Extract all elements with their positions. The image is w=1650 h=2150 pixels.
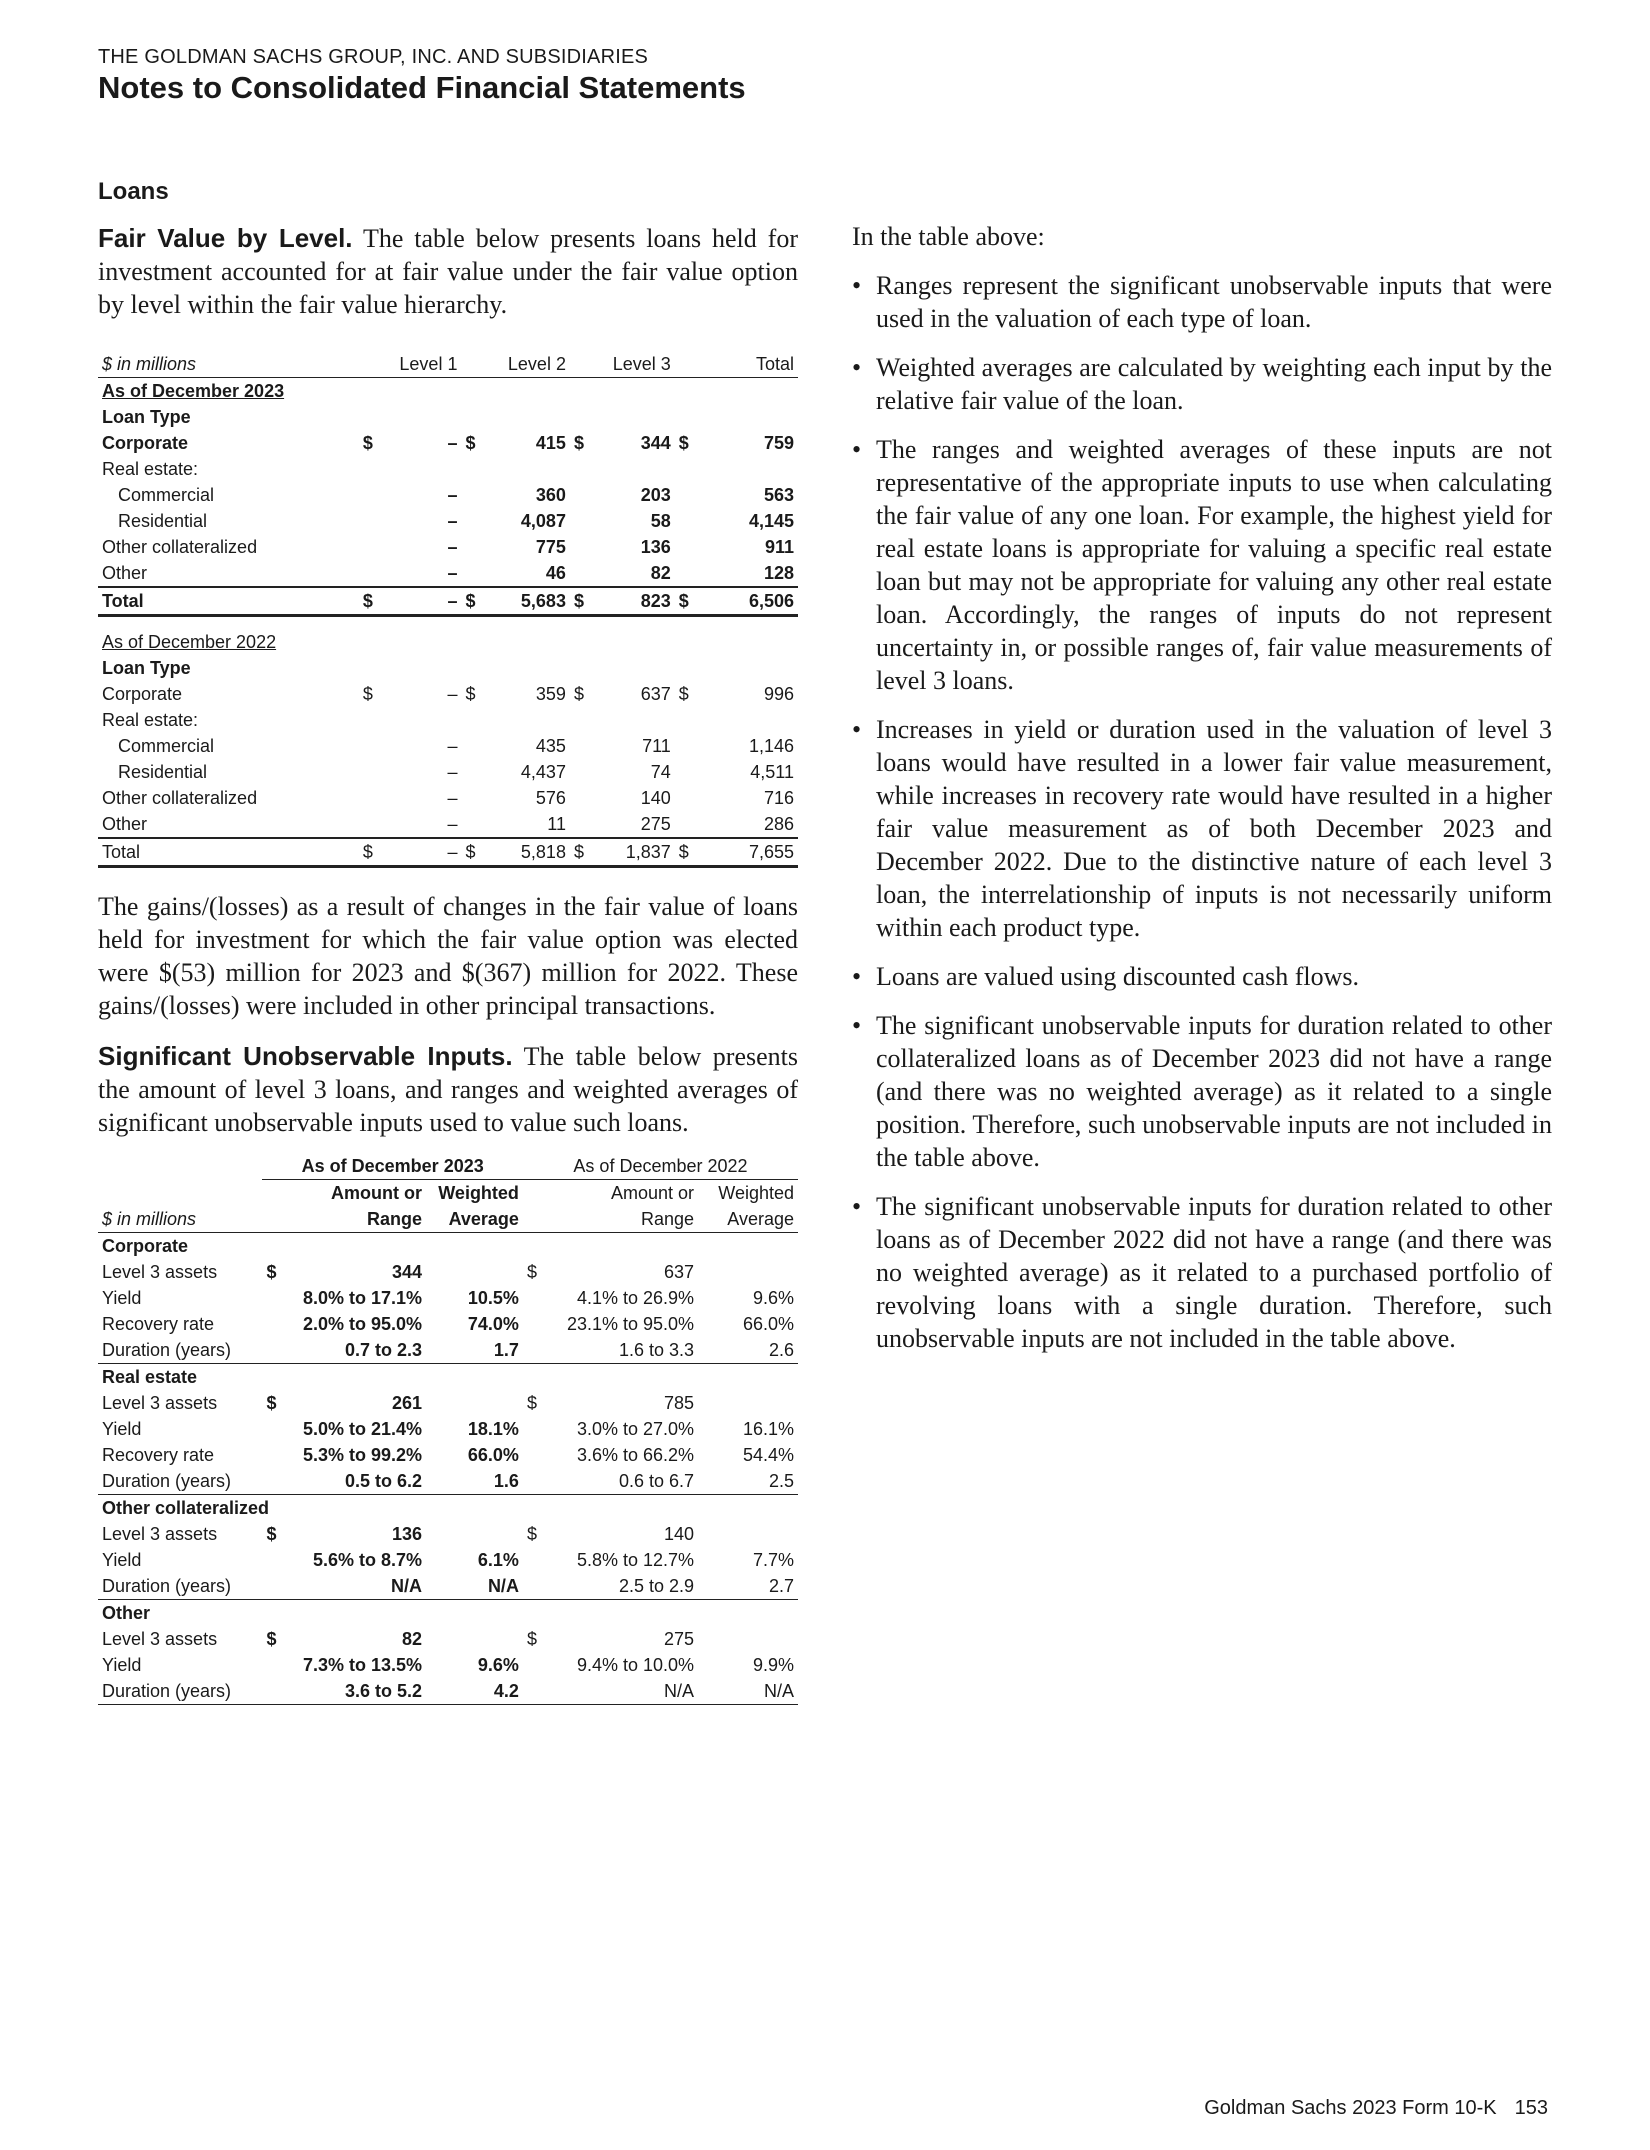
- cell-wavg-2022: 54.4%: [742, 1444, 794, 1465]
- cell-l2: 5,683: [490, 587, 570, 616]
- col-level3: Level 3: [570, 351, 675, 378]
- row-label: Duration (years): [98, 1468, 262, 1495]
- cell-l2: 576: [535, 787, 566, 808]
- cell-total: 759: [763, 432, 794, 453]
- bullet-text: Increases in yield or duration used in the valuation of level 3 loans would have resulted in a lower fair value measurement, while increases in recovery rate would have resulted in a higher fair value measurement as of both December 2023 and December 2022. Due to the distinctive nature of each level 3 loan, the interrelationship of inputs is not necessarily uniform within each product type.: [876, 715, 1552, 942]
- dollar-sign: $: [570, 838, 599, 867]
- table-row: [98, 1416, 798, 1442]
- dollar-sign: $: [675, 838, 704, 867]
- row-label: Other collateralized: [102, 787, 258, 808]
- cell-range-2023: 0.7 to 2.3: [291, 1337, 426, 1364]
- dollar-sign: $: [526, 1523, 537, 1544]
- list-item: [852, 713, 1552, 944]
- row-label: Level 3 assets: [102, 1261, 218, 1282]
- dollar-sign: $: [573, 683, 584, 704]
- bullet-text: The ranges and weighted averages of these inputs are not representative of the appropriate inputs to use when calculating the fair value of any one loan. For example, the highest yield for real estate loans is appropriate for valuing a specific real estate loan but may not be appropriate for valuing any other real estate loan. Accordingly, the ranges of inputs do not represent uncertainty in, or possible ranges of, fair value measurements of level 3 loans.: [876, 435, 1552, 695]
- level-table-header: [98, 351, 798, 378]
- dollar-sign: $: [465, 683, 476, 704]
- cell-wavg-2022: 9.9%: [752, 1654, 794, 1675]
- row-label: Other: [102, 562, 148, 583]
- cell-range-2022: 140: [664, 1523, 695, 1544]
- weighted-head-2: Average: [426, 1206, 523, 1233]
- cell-l3: 58: [650, 510, 671, 531]
- cell-l2: 415: [535, 432, 566, 453]
- real-estate-heading: Real estate: [102, 1366, 198, 1387]
- cell-range-2023: 82: [401, 1628, 423, 1649]
- cell-range-2023: 344: [391, 1261, 423, 1282]
- cell-wavg-2022: N/A: [698, 1678, 798, 1705]
- table-row: [98, 1311, 798, 1337]
- dollar-sign: $: [678, 432, 689, 453]
- dollar-sign: $: [678, 683, 689, 704]
- row-label: Level 3 assets: [102, 1628, 218, 1649]
- group-header-row: [98, 1153, 798, 1180]
- row-label: Residential: [118, 510, 208, 531]
- cell-range-2023: 5.0% to 21.4%: [302, 1418, 423, 1439]
- cell-range-2022: 3.6% to 66.2%: [576, 1444, 695, 1465]
- cell-range-2023: N/A: [291, 1573, 426, 1600]
- bullet-icon: •: [852, 1011, 862, 1040]
- other-heading: Other: [102, 1602, 151, 1623]
- amount-range-head-2-2022: Range: [552, 1206, 699, 1233]
- cell-l2: 11: [547, 813, 566, 834]
- dollar-sign: $: [266, 1392, 277, 1413]
- cell-l2: 435: [535, 735, 566, 756]
- dollar-sign: $: [675, 587, 704, 616]
- weighted-head-1-2022: Weighted: [718, 1182, 794, 1203]
- cell-range-2022: 4.1% to 26.9%: [576, 1287, 695, 1308]
- list-item: [852, 269, 1552, 335]
- cell-wavg-2022: 16.1%: [742, 1418, 794, 1439]
- cell-total: 716: [763, 787, 794, 808]
- table-row: [98, 1442, 798, 1468]
- bullet-icon: •: [852, 962, 862, 991]
- table-notes-list: [852, 269, 1552, 1355]
- cell-range-2022: 785: [664, 1392, 695, 1413]
- fv-by-level-paragraph: [98, 222, 798, 321]
- table-row: [98, 482, 798, 508]
- table-row: [98, 1678, 798, 1705]
- dollar-sign: $: [461, 838, 490, 867]
- bullet-icon: •: [852, 353, 862, 382]
- dollar-sign: $: [359, 587, 388, 616]
- cell-wavg-2023: 66.0%: [467, 1444, 519, 1465]
- cell-range-2023: 136: [391, 1523, 423, 1544]
- cell-wavg-2022: 2.5: [698, 1468, 798, 1495]
- cell-range-2023: 261: [391, 1392, 423, 1413]
- table-row: [98, 560, 798, 587]
- cell-wavg-2023: 9.6%: [477, 1654, 519, 1675]
- row-label: Duration (years): [98, 1678, 262, 1705]
- dollar-sign: $: [266, 1523, 277, 1544]
- amount-range-head-2: Range: [291, 1206, 426, 1233]
- row-label: Level 3 assets: [102, 1392, 218, 1413]
- cell-wavg-2023: 1.7: [426, 1337, 523, 1364]
- dollar-sign: $: [266, 1628, 277, 1649]
- other-collateralized-heading: Other collateralized: [102, 1497, 270, 1518]
- loan-type-heading: Loan Type: [102, 406, 191, 427]
- dollar-sign: $: [526, 1392, 537, 1413]
- cell-l2: 360: [535, 484, 566, 505]
- table-row: [98, 1626, 798, 1652]
- cell-total: 128: [763, 562, 794, 583]
- bullet-icon: •: [852, 435, 862, 464]
- list-item: [852, 1009, 1552, 1174]
- cell-range-2022: 1.6 to 3.3: [552, 1337, 699, 1364]
- cell-l3: 344: [640, 432, 671, 453]
- as-of-2023-heading: As of December 2023: [102, 380, 285, 401]
- cell-range-2023: 5.6% to 8.7%: [312, 1549, 423, 1570]
- unobservable-inputs-table: [98, 1153, 798, 1705]
- unit-label: $ in millions: [98, 1206, 262, 1233]
- row-label: Recovery rate: [102, 1313, 215, 1334]
- cell-total: 911: [764, 536, 794, 557]
- table-row: [98, 508, 798, 534]
- dollar-sign: $: [461, 587, 490, 616]
- cell-l2: 5,818: [490, 838, 570, 867]
- col-level2: Level 2: [461, 351, 570, 378]
- cell-range-2023: 0.5 to 6.2: [291, 1468, 426, 1495]
- cell-l2: 775: [535, 536, 566, 557]
- table-row: [98, 430, 798, 456]
- row-label: Other: [102, 813, 148, 834]
- dollar-sign: $: [526, 1628, 537, 1649]
- cell-l3: 823: [599, 587, 675, 616]
- bullet-icon: •: [852, 715, 862, 744]
- footer-label: Goldman Sachs 2023 Form 10-K: [1204, 2097, 1497, 2119]
- table-row: [98, 1573, 798, 1600]
- cell-wavg-2022: 66.0%: [742, 1313, 794, 1334]
- as-of-2022-heading: As of December 2022: [102, 631, 277, 652]
- cell-l2: 359: [535, 683, 566, 704]
- cell-range-2022: 637: [664, 1261, 695, 1282]
- total-row: [98, 838, 798, 867]
- weighted-head-1: Weighted: [438, 1182, 519, 1203]
- page-title: Notes to Consolidated Financial Statements: [98, 70, 746, 105]
- cell-range-2023: 3.6 to 5.2: [291, 1678, 426, 1705]
- dollar-sign: $: [359, 838, 388, 867]
- table-row: [98, 759, 798, 785]
- list-item: [852, 960, 1552, 993]
- table-row: [98, 1521, 798, 1547]
- real-estate-label: Real estate:: [102, 709, 199, 730]
- row-label: Other collateralized: [102, 536, 258, 557]
- cell-l3: 82: [650, 562, 671, 583]
- cell-wavg-2023: 1.6: [426, 1468, 523, 1495]
- left-column: [98, 178, 798, 1705]
- cell-l2: 4,087: [520, 510, 566, 531]
- header-company: THE GOLDMAN SACHS GROUP, INC. AND SUBSIDIARIES: [98, 46, 649, 68]
- bullet-icon: •: [852, 1192, 862, 1221]
- dollar-sign: $: [570, 587, 599, 616]
- cell-total: 6,506: [704, 587, 798, 616]
- row-label: Total: [98, 587, 359, 616]
- cell-l2: 4,437: [520, 761, 566, 782]
- bullet-text: Ranges represent the significant unobservable inputs that were used in the valuation of each type of loan.: [876, 271, 1552, 333]
- table-row: [98, 1547, 798, 1573]
- loans-heading: Loans: [98, 178, 169, 205]
- corporate-heading: Corporate: [102, 1235, 189, 1256]
- cell-total: 286: [763, 813, 794, 834]
- cell-l3: 275: [640, 813, 671, 834]
- cell-range-2023: 5.3% to 99.2%: [302, 1444, 423, 1465]
- cell-wavg-2023: 10.5%: [467, 1287, 519, 1308]
- cell-l3: 637: [640, 683, 671, 704]
- amount-range-head-1-2022: Amount or: [611, 1182, 695, 1203]
- list-item: [852, 351, 1552, 417]
- cell-range-2022: 2.5 to 2.9: [552, 1573, 699, 1600]
- table-row: [98, 1652, 798, 1678]
- col-total: Total: [675, 351, 798, 378]
- cell-range-2022: 9.4% to 10.0%: [576, 1654, 695, 1675]
- page-footer: [1204, 2097, 1548, 2120]
- dollar-sign: $: [526, 1261, 537, 1282]
- table-row: [98, 1259, 798, 1285]
- cell-total: 996: [763, 683, 794, 704]
- cell-wavg-2023: 74.0%: [467, 1313, 519, 1334]
- row-label: Recovery rate: [102, 1444, 215, 1465]
- cell-range-2022: 275: [664, 1628, 695, 1649]
- cell-total: 7,655: [704, 838, 798, 867]
- row-label: Commercial: [118, 484, 215, 505]
- cell-wavg-2022: 7.7%: [752, 1549, 794, 1570]
- dollar-sign: $: [362, 683, 373, 704]
- row-label: Duration (years): [98, 1573, 262, 1600]
- cell-range-2022: N/A: [552, 1678, 699, 1705]
- cell-l3: 1,837: [599, 838, 675, 867]
- cell-l1: –: [447, 683, 458, 704]
- row-label: Yield: [102, 1418, 142, 1439]
- real-estate-label: Real estate:: [102, 458, 199, 479]
- table-row: [98, 681, 798, 707]
- sig-unobs-text: The table below presents the amount of level 3 loans, and ranges and weighted averages of significant unobservable inputs used to value such loans.: [98, 1042, 798, 1137]
- cell-l1: –: [447, 536, 458, 557]
- sig-unobs-lead: Significant Unobservable Inputs.: [98, 1041, 513, 1071]
- fair-value-level-table: [98, 351, 798, 868]
- table-row: [98, 534, 798, 560]
- fv-by-level-lead: Fair Value by Level.: [98, 223, 353, 253]
- row-label: Yield: [102, 1549, 142, 1570]
- cell-range-2022: 3.0% to 27.0%: [576, 1418, 695, 1439]
- dollar-sign: $: [266, 1261, 277, 1282]
- cell-wavg-2022: 2.6: [698, 1337, 798, 1364]
- cell-l3: 203: [640, 484, 671, 505]
- cell-l1: –: [388, 838, 461, 867]
- cell-range-2023: 7.3% to 13.5%: [302, 1654, 423, 1675]
- cell-wavg-2023: 4.2: [426, 1678, 523, 1705]
- group-2023: As of December 2023: [262, 1153, 523, 1180]
- cell-wavg-2023: 18.1%: [467, 1418, 519, 1439]
- cell-range-2022: 5.8% to 12.7%: [576, 1549, 695, 1570]
- table-row: [98, 785, 798, 811]
- cell-l3: 711: [642, 735, 671, 756]
- row-label: Yield: [102, 1287, 142, 1308]
- cell-range-2022: 23.1% to 95.0%: [566, 1313, 695, 1334]
- cell-l1: –: [388, 587, 461, 616]
- cell-l3: 136: [640, 536, 671, 557]
- cell-l1: –: [447, 787, 458, 808]
- bullet-text: The significant unobservable inputs for duration related to other collateralized loans as of December 2023 did not have a range (and there was no weighted average) as it related to a single position. Therefore, such unobservable inputs are not included in the table above.: [876, 1011, 1552, 1172]
- dollar-sign: $: [362, 432, 373, 453]
- cell-l1: –: [447, 432, 458, 453]
- unit-label: $ in millions: [98, 351, 359, 378]
- row-label: Total: [98, 838, 359, 867]
- list-item: [852, 433, 1552, 697]
- total-row: [98, 587, 798, 616]
- fv-by-level-text: The table below presents loans held for investment accounted for at fair value under the fair value option by level within the fair value hierarchy.: [98, 224, 798, 319]
- weighted-head-2-2022: Average: [698, 1206, 798, 1233]
- cell-wavg-2022: 9.6%: [752, 1287, 794, 1308]
- cell-range-2023: 8.0% to 17.1%: [302, 1287, 423, 1308]
- row-label: Level 3 assets: [102, 1523, 218, 1544]
- cell-l1: –: [447, 510, 458, 531]
- cell-total: 1,146: [748, 735, 794, 756]
- group-2022: As of December 2022: [523, 1153, 798, 1180]
- cell-total: 4,511: [750, 761, 794, 782]
- cell-range-2023: 2.0% to 95.0%: [302, 1313, 423, 1334]
- gains-paragraph: The gains/(losses) as a result of changes in the fair value of loans held for investment for which the fair value option was elected were $(53) million for 2023 and $(367) million for 2022. These gains/(losses) were included in other principal transactions.: [98, 892, 798, 1020]
- bullet-text: Loans are valued using discounted cash flows.: [876, 962, 1360, 991]
- cell-l1: –: [447, 562, 458, 583]
- bullet-text: Weighted averages are calculated by weighting each input by the relative fair value of the loan.: [876, 353, 1552, 415]
- bullet-icon: •: [852, 271, 862, 300]
- table-row: [98, 733, 798, 759]
- dollar-sign: $: [465, 432, 476, 453]
- row-label: Duration (years): [98, 1337, 262, 1364]
- cell-l1: –: [447, 484, 458, 505]
- list-item: [852, 1190, 1552, 1355]
- sig-unobs-paragraph: [98, 1040, 798, 1139]
- table-row: [98, 1468, 798, 1495]
- cell-wavg-2023: N/A: [426, 1573, 523, 1600]
- cell-l1: –: [447, 761, 458, 782]
- cell-l3: 74: [650, 761, 671, 782]
- cell-l1: –: [447, 735, 458, 756]
- table-row: [98, 1285, 798, 1311]
- row-label: Residential: [118, 761, 208, 782]
- table-row: [98, 1337, 798, 1364]
- bullet-text: The significant unobservable inputs for duration related to other loans as of December 2022 did not have a range (and there was no weighted average) as it related to a purchased portfolio of revolving loans with a single duration. Therefore, such unobservable inputs are not included in the table above.: [876, 1192, 1552, 1353]
- cell-range-2022: 0.6 to 6.7: [552, 1468, 699, 1495]
- cell-l3: 140: [640, 787, 671, 808]
- row-label: Commercial: [118, 735, 215, 756]
- loan-type-heading: Loan Type: [102, 657, 191, 678]
- row-label: Yield: [102, 1654, 142, 1675]
- cell-l1: –: [447, 813, 458, 834]
- table-row: [98, 811, 798, 838]
- cell-total: 563: [763, 484, 794, 505]
- table-notes-intro: In the table above:: [852, 222, 1045, 251]
- cell-wavg-2023: 6.1%: [477, 1549, 519, 1570]
- cell-wavg-2022: 2.7: [698, 1573, 798, 1600]
- amount-range-head-1: Amount or: [331, 1182, 423, 1203]
- table-row: [98, 1390, 798, 1416]
- right-column: [852, 220, 1552, 1371]
- dollar-sign: $: [573, 432, 584, 453]
- row-label: Corporate: [102, 432, 189, 453]
- cell-l2: 46: [545, 562, 566, 583]
- cell-total: 4,145: [748, 510, 794, 531]
- page-number: 153: [1514, 2097, 1548, 2119]
- row-label: Corporate: [102, 683, 183, 704]
- col-level1: Level 1: [359, 351, 462, 378]
